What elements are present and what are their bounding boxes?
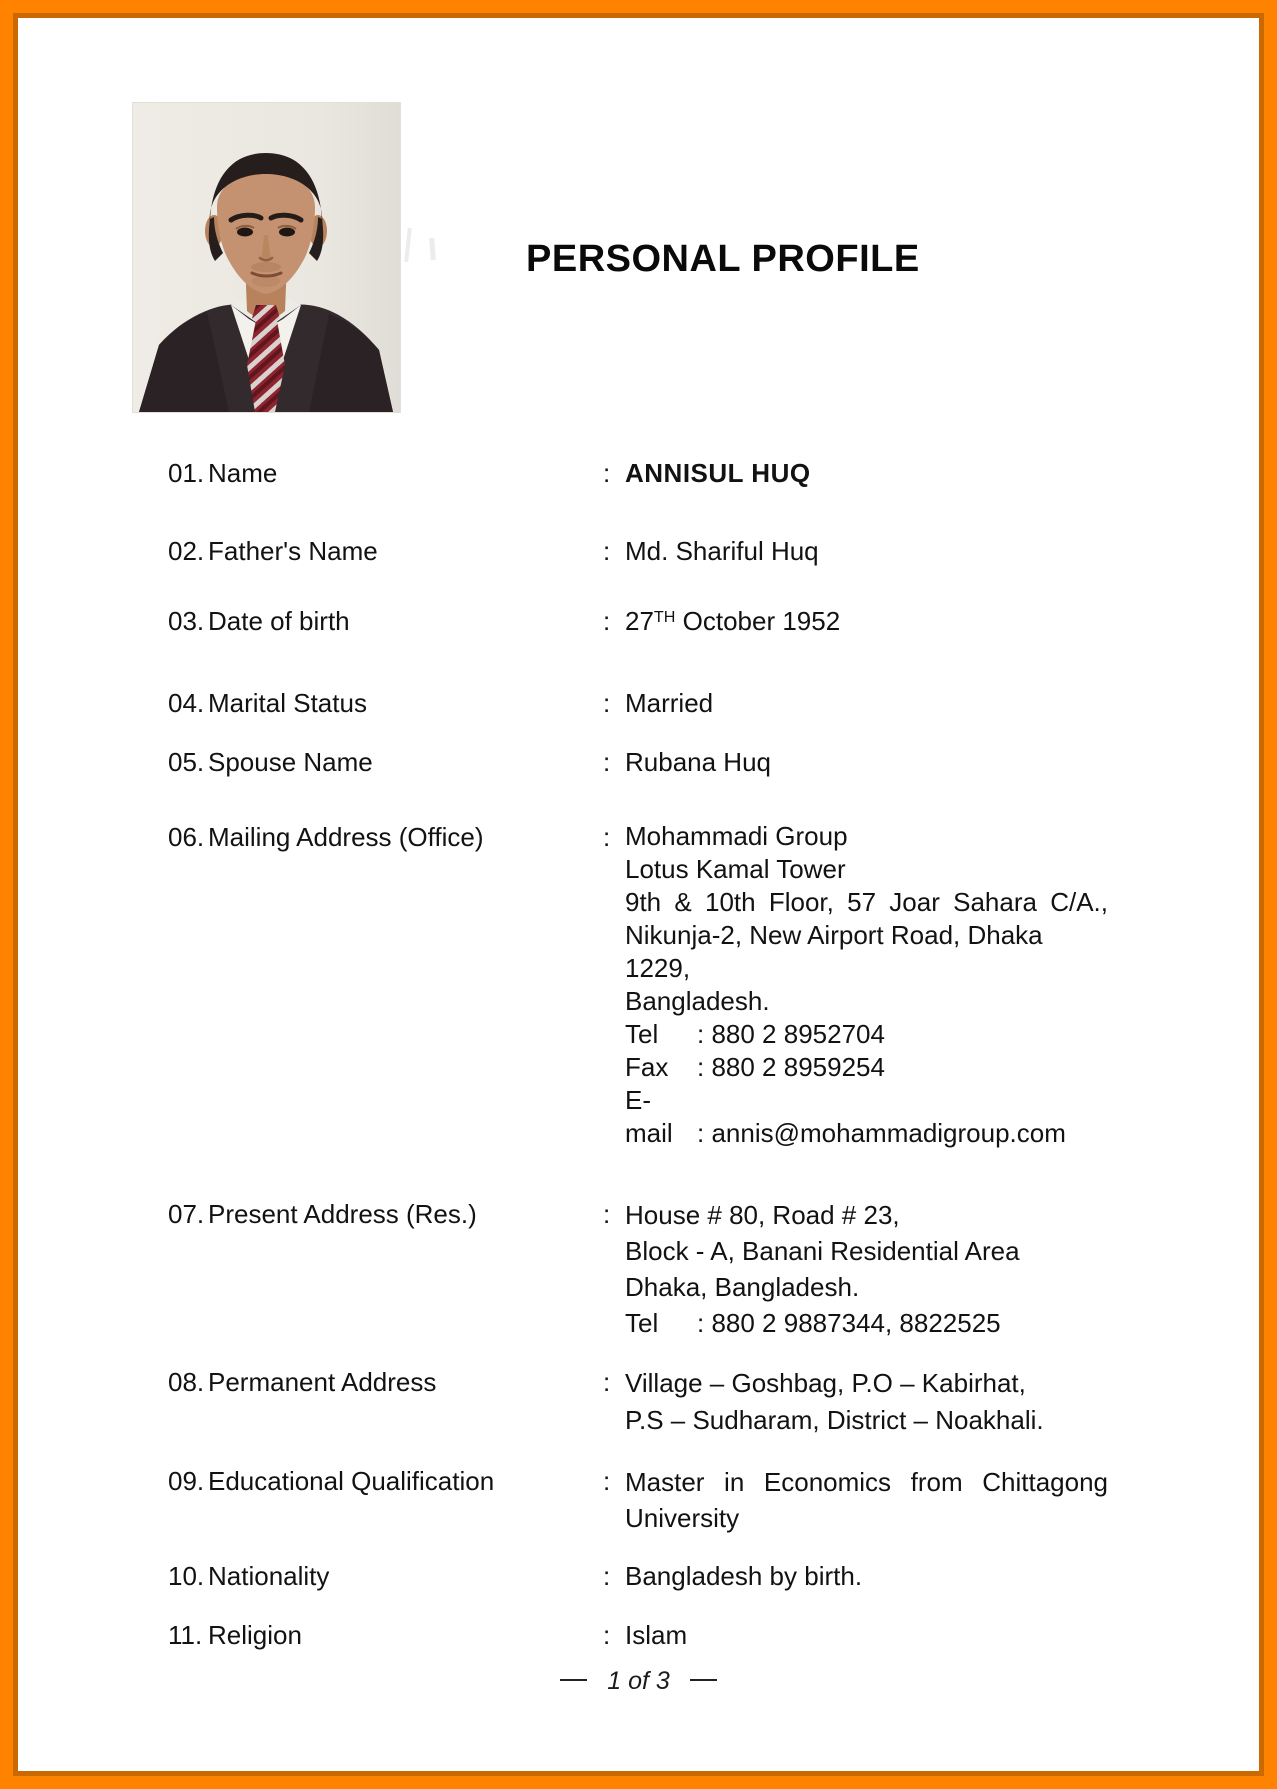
row-colon: : bbox=[603, 822, 611, 852]
value-line bbox=[625, 919, 1108, 985]
profile-fields bbox=[18, 456, 1259, 1652]
scan-artifact-mark bbox=[404, 224, 444, 268]
row-number: 11. bbox=[168, 1620, 203, 1650]
value-sub-text: annis@mohammadigroup.com bbox=[711, 1118, 1066, 1148]
value-text: Nikunja-2, New Airport Road, Dhaka 1229, bbox=[625, 920, 1043, 983]
value-text: House # 80, Road # 23, bbox=[625, 1200, 900, 1230]
value-sub-label: Tel bbox=[625, 1019, 659, 1049]
value-superscript: TH bbox=[653, 607, 676, 626]
row-colon: : bbox=[603, 606, 611, 636]
profile-row bbox=[18, 534, 1259, 568]
page-footer bbox=[18, 1666, 1259, 1696]
value-text: Village – Goshbag, P.O – Kabirhat, bbox=[625, 1368, 1026, 1398]
row-value bbox=[625, 686, 1108, 720]
row-value bbox=[625, 604, 1108, 642]
row-value bbox=[625, 1365, 1108, 1439]
value-line bbox=[625, 1402, 1108, 1439]
value-line bbox=[625, 1233, 1108, 1269]
value-text: Lotus Kamal Tower bbox=[625, 854, 846, 884]
row-value bbox=[625, 456, 1108, 490]
value-line bbox=[625, 1305, 1108, 1341]
row-colon: : bbox=[603, 1367, 611, 1397]
footer-dash-right bbox=[690, 1679, 717, 1681]
value-sub-label: E-mail bbox=[625, 1085, 673, 1148]
value-line bbox=[625, 1051, 1108, 1084]
row-colon: : bbox=[603, 747, 611, 777]
row-colon: : bbox=[603, 1620, 611, 1650]
row-label: Marital Status bbox=[208, 688, 367, 718]
row-number: 01. bbox=[168, 458, 205, 488]
value-text: P.S – Sudharam, District – Noakhali. bbox=[625, 1405, 1044, 1435]
value-sub-colon: : bbox=[697, 1052, 712, 1082]
value-line bbox=[625, 534, 1108, 568]
value-line bbox=[625, 1084, 1108, 1150]
value-line bbox=[625, 456, 1108, 490]
portrait-photo-graphic bbox=[133, 103, 400, 412]
value-line bbox=[625, 853, 1108, 886]
value-text: Islam bbox=[625, 1620, 688, 1650]
row-number: 04. bbox=[168, 688, 205, 718]
value-sub-text: 880 2 9887344, 8822525 bbox=[711, 1308, 1001, 1338]
profile-row bbox=[18, 1618, 1259, 1652]
value-text: Dhaka, Bangladesh. bbox=[625, 1272, 860, 1302]
row-value bbox=[625, 820, 1108, 1150]
value-text: Rubana Huq bbox=[625, 747, 771, 777]
row-number: 03. bbox=[168, 606, 205, 636]
row-number: 10. bbox=[168, 1561, 205, 1591]
row-number: 05. bbox=[168, 747, 205, 777]
profile-row bbox=[18, 1197, 1259, 1341]
value-sub-colon: : bbox=[697, 1019, 712, 1049]
value-text: Master in Economics from Chittagong bbox=[625, 1467, 1108, 1497]
row-number: 02. bbox=[168, 536, 205, 566]
portrait-photo bbox=[133, 103, 400, 412]
value-sub-colon: : bbox=[697, 1118, 712, 1148]
value-text: Married bbox=[625, 688, 714, 718]
row-colon: : bbox=[603, 1466, 611, 1496]
value-text: ANNISUL HUQ bbox=[625, 458, 811, 488]
row-colon: : bbox=[603, 688, 611, 718]
value-line bbox=[625, 686, 1108, 720]
value-sub-label: Fax bbox=[625, 1052, 669, 1082]
value-sub-text: 880 2 8952704 bbox=[711, 1019, 885, 1049]
row-number: 07. bbox=[168, 1199, 205, 1229]
row-number: 09. bbox=[168, 1466, 205, 1496]
value-line bbox=[625, 820, 1108, 853]
row-label: Father's Name bbox=[208, 536, 378, 566]
profile-row bbox=[18, 1559, 1259, 1593]
value-text: 27 bbox=[625, 606, 654, 636]
value-text: Bangladesh. bbox=[625, 986, 770, 1016]
row-colon: : bbox=[603, 536, 611, 566]
row-label: Educational Qualification bbox=[208, 1466, 495, 1496]
profile-row bbox=[18, 686, 1259, 720]
document-sheet bbox=[13, 13, 1264, 1776]
row-label: Spouse Name bbox=[208, 747, 373, 777]
row-value bbox=[625, 1618, 1108, 1652]
value-sub-label: Tel bbox=[625, 1308, 659, 1338]
value-text: University bbox=[625, 1503, 740, 1533]
page-number: 1 of 3 bbox=[607, 1667, 670, 1695]
value-line bbox=[625, 886, 1108, 919]
value-text: Block - A, Banani Residential Area bbox=[625, 1236, 1020, 1266]
row-label: Religion bbox=[208, 1620, 302, 1650]
profile-row bbox=[18, 1365, 1259, 1439]
value-line bbox=[625, 985, 1108, 1018]
footer-dash-left bbox=[560, 1679, 587, 1681]
profile-row bbox=[18, 1464, 1259, 1536]
value-sub-colon: : bbox=[697, 1308, 712, 1338]
row-colon: : bbox=[603, 458, 611, 488]
row-label: Present Address (Res.) bbox=[208, 1199, 477, 1229]
row-label: Date of birth bbox=[208, 606, 350, 636]
value-text: Bangladesh by birth. bbox=[625, 1561, 863, 1591]
row-value bbox=[625, 534, 1108, 568]
value-line bbox=[625, 1500, 1108, 1536]
profile-row bbox=[18, 745, 1259, 779]
row-label: Permanent Address bbox=[208, 1367, 437, 1397]
profile-row bbox=[18, 604, 1259, 642]
value-line bbox=[625, 1197, 1108, 1233]
row-value bbox=[625, 1464, 1108, 1536]
row-value bbox=[625, 1559, 1108, 1593]
value-line bbox=[625, 1618, 1108, 1652]
value-line bbox=[625, 1464, 1108, 1500]
row-colon: : bbox=[603, 1561, 611, 1591]
value-line bbox=[625, 745, 1108, 779]
row-label: Mailing Address (Office) bbox=[208, 822, 484, 852]
value-line bbox=[625, 1559, 1108, 1593]
value-line bbox=[625, 604, 1108, 642]
value-text: Md. Shariful Huq bbox=[625, 536, 819, 566]
profile-row bbox=[18, 456, 1259, 490]
row-value bbox=[625, 1197, 1108, 1341]
row-value bbox=[625, 745, 1108, 779]
row-number: 06. bbox=[168, 822, 205, 852]
value-sub-text: 880 2 8959254 bbox=[711, 1052, 885, 1082]
profile-row bbox=[18, 820, 1259, 1150]
row-colon: : bbox=[603, 1199, 611, 1229]
value-line bbox=[625, 1018, 1108, 1051]
value-line bbox=[625, 1269, 1108, 1305]
row-label: Nationality bbox=[208, 1561, 330, 1591]
row-label: Name bbox=[208, 458, 278, 488]
page-title: PERSONAL PROFILE bbox=[526, 238, 920, 280]
value-text: 9th & 10th Floor, 57 Joar Sahara C/A., bbox=[625, 887, 1108, 917]
row-number: 08. bbox=[168, 1367, 205, 1397]
value-line bbox=[625, 1365, 1108, 1402]
value-text: Mohammadi Group bbox=[625, 821, 848, 851]
value-text: October 1952 bbox=[675, 606, 841, 636]
